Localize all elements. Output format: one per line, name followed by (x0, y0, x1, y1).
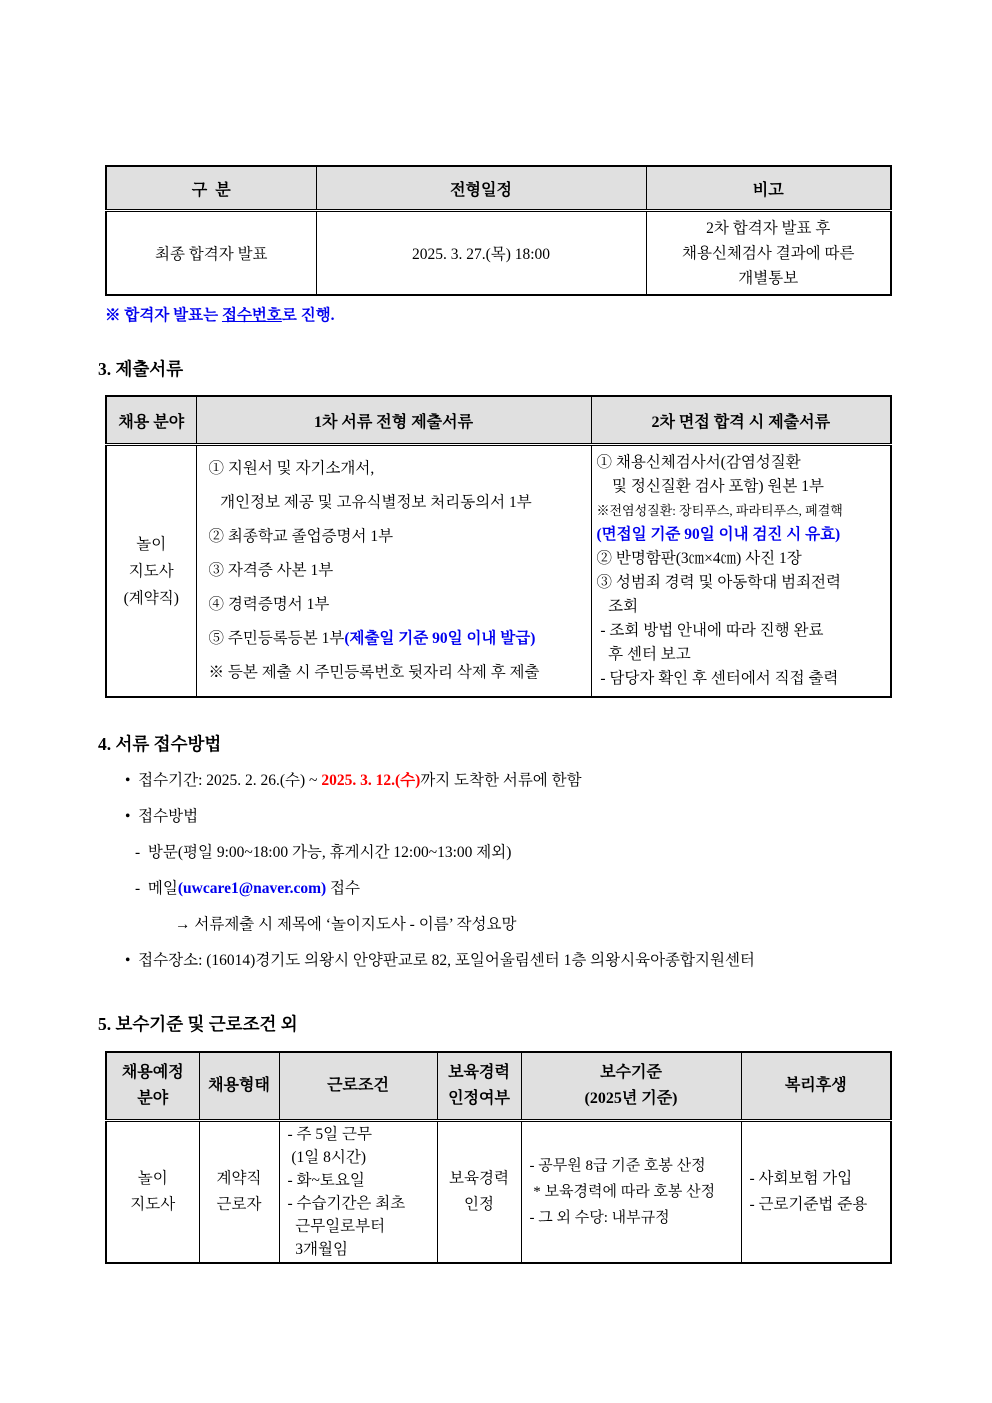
submission-address: • 접수장소: (16014)경기도 의왕시 안양판교로 82, 포일어울림센터 1층 의왕시육아종합지원센터 (125, 952, 755, 969)
documents-cell-field: 놀이 지도사 (계약직) (106, 445, 196, 698)
schedule-header-remark: 비고 (646, 166, 891, 211)
pay-table-header-row (106, 1052, 891, 1121)
documents-table-header-row (106, 396, 891, 445)
pay-cell-pay: - 공무원 8급 기준 호봉 산정 * 보육경력에 따라 호봉 산정 - 그 외 수당: 내부규정 (521, 1121, 741, 1264)
pay-header-career: 보육경력 인정여부 (437, 1052, 521, 1121)
pay-header-conditions: 근로조건 (279, 1052, 437, 1121)
pay-header-field: 채용예정 분야 (106, 1052, 199, 1121)
visit-method: - 방문(평일 9:00~18:00 가능, 휴게시간 12:00~13:00 제외) (135, 844, 512, 861)
pay-cell-type: 계약직 근로자 (199, 1121, 279, 1264)
pay-header-welfare: 복리후생 (741, 1052, 891, 1121)
pay-cell-field: 놀이 지도사 (106, 1121, 199, 1264)
pay-cell-welfare: - 사회보험 가입 - 근로기준법 준용 (741, 1121, 891, 1264)
documents-cell-second-round: ① 채용신체검사서(감염성질환 및 정신질환 검사 포함) 원본 1부 ※전염성질환: 장티푸스, 파라티푸스, 폐결핵 (면접일 기준 90일 이내 검진 시 유효) ② 반명함판(3㎝×4㎝) 사진 1장 ③ 성범죄 경력 및 아동학대 범죄전력 조회 - 조회 방법 안내에 따라 진행 완료 후 센터 보고 - 담당자 확인 후 센터에서 직접 출력 (591, 445, 891, 698)
schedule-header-date: 전형일정 (316, 166, 646, 211)
pay-header-type: 채용형태 (199, 1052, 279, 1121)
documents-header-field: 채용 분야 (106, 396, 196, 445)
schedule-cell-category: 최종 합격자 발표 (106, 211, 316, 296)
pay-header-pay: 보수기준 (2025년 기준) (521, 1052, 741, 1121)
pay-cell-career: 보육경력 인정 (437, 1121, 521, 1264)
email-method: - 메일(uwcare1@naver.com) 접수 (135, 880, 360, 897)
section-title-pay: 5. 보수기준 및 근로조건 외 (98, 1014, 298, 1034)
documents-header-first-round: 1차 서류 전형 제출서류 (196, 396, 591, 445)
schedule-table (105, 165, 892, 296)
schedule-table-row (106, 211, 891, 296)
schedule-header-category: 구 분 (106, 166, 316, 211)
schedule-cell-date: 2025. 3. 27.(목) 18:00 (316, 211, 646, 296)
section-title-submission: 4. 서류 접수방법 (98, 734, 222, 754)
pass-announcement-note: ※ 합격자 발표는 접수번호로 진행. (105, 307, 335, 324)
submission-period: • 접수기간: 2025. 2. 26.(수) ~ 2025. 3. 12.(수)까지 도착한 서류에 한함 (125, 772, 582, 789)
documents-header-second-round: 2차 면접 합격 시 제출서류 (591, 396, 891, 445)
pay-cell-conditions: - 주 5일 근무 (1일 8시간) - 화~토요일 - 수습기간은 최초 근무일로부터 3개월임 (279, 1121, 437, 1264)
documents-cell-first-round: ① 지원서 및 자기소개서, 개인정보 제공 및 고유식별정보 처리동의서 1부 ② 최종학교 졸업증명서 1부 ③ 자격증 사본 1부 ④ 경력증명서 1부 ⑤ 주민등록등본 1부(제출일 기준 90일 이내 발급) ※ 등본 제출 시 주민등록번호 뒷자리 삭제 후 제출 (196, 445, 591, 698)
section-title-documents: 3. 제출서류 (98, 359, 184, 379)
schedule-table-header-row (106, 166, 891, 211)
pay-table (105, 1051, 892, 1264)
documents-table-row (106, 445, 891, 698)
documents-table (105, 395, 892, 698)
submission-method: • 접수방법 (125, 808, 199, 825)
schedule-cell-remark: 2차 합격자 발표 후 채용신체검사 결과에 따른 개별통보 (646, 211, 891, 296)
pay-table-row (106, 1121, 891, 1264)
email-subject-note: → 서류제출 시 제목에 ‘놀이지도사 - 이름’ 작성요망 (175, 916, 517, 933)
